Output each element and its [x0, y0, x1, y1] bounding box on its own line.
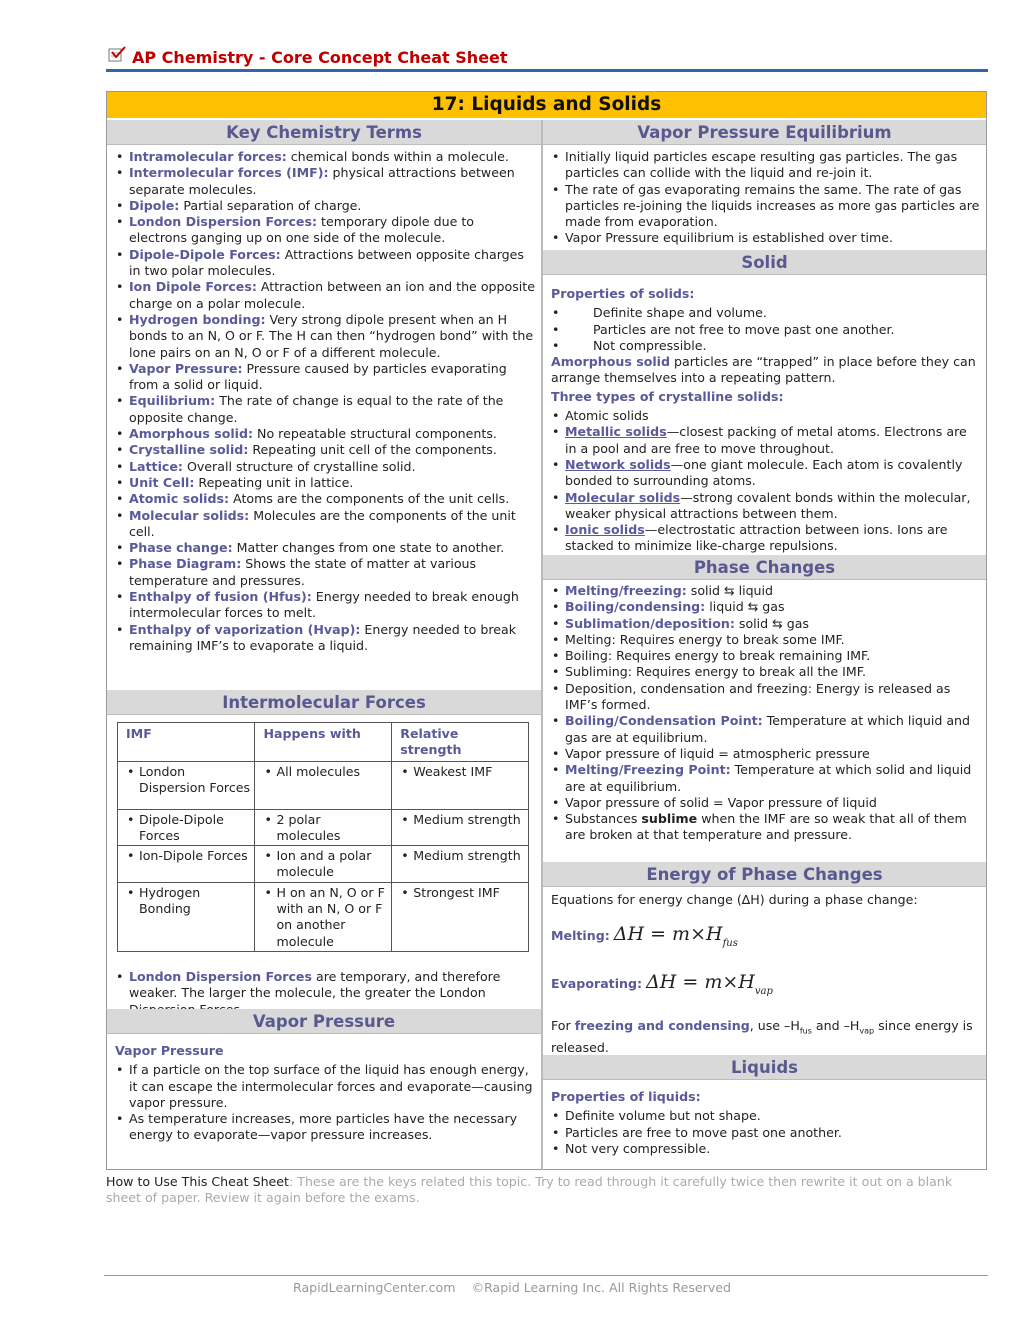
solid-prop-item: • Particles are not free to move past one another.: [551, 322, 980, 338]
key-term-item: • Ion Dipole Forces: Attraction between an ion and the opposite charge on a polar molecule.: [115, 279, 535, 312]
table-cell: [392, 809, 529, 846]
phase-changes-section: [543, 555, 986, 844]
solid-prop-item: • Definite shape and volume.: [551, 305, 980, 321]
crystal-type-item: • Molecular solids—strong covalent bonds within the molecular, weaker physical attractions between them.: [551, 490, 980, 523]
vpe-heading: Vapor Pressure Equilibrium: [543, 120, 986, 145]
key-term-item: • Dipole-Dipole Forces: Attractions between opposite charges in two polar molecules.: [115, 247, 535, 280]
key-term-item: • Hydrogen bonding: Very strong dipole present when an H bonds to an N, O or F. The H can then “hydrogen bond” with the lone pairs on an N, O or F of a different molecule.: [115, 312, 535, 361]
cell-bullet: • Medium strength: [400, 812, 524, 828]
table-row: [118, 846, 529, 883]
cell-bullet: • Strongest IMF: [400, 885, 524, 901]
energy-section: [543, 862, 986, 1056]
imf-column-header: Happens with: [255, 723, 392, 762]
key-term-item: • Crystalline solid: Repeating unit cell of the components.: [115, 442, 535, 458]
table-cell: [255, 882, 392, 951]
phase-change-item: • Melting/freezing: solid ⇆ liquid: [551, 583, 980, 599]
key-term-item: • Intramolecular forces: chemical bonds within a molecule.: [115, 149, 535, 165]
page-title: AP Chemistry - Core Concept Cheat Sheet: [132, 48, 508, 67]
solid-prop-item: • Not compressible.: [551, 338, 980, 354]
phase-change-item: • Melting/Freezing Point: Temperature at which solid and liquid are at equilibrium.: [551, 762, 980, 795]
phase-change-item: • Sublimation/deposition: solid ⇆ gas: [551, 616, 980, 632]
crystal-type-item: • Metallic solids—closest packing of metal atoms. Electrons are in a pool and are free to move throughout.: [551, 424, 980, 457]
table-cell: [392, 846, 529, 883]
crystal-type-item: • Network solids—one giant molecule. Each atom is covalently bonded to surrounding atoms.: [551, 457, 980, 490]
phase-changes-heading: Phase Changes: [543, 555, 986, 580]
vapor-pressure-section: [107, 1009, 541, 1144]
phase-change-item: • Deposition, condensation and freezing: Energy is released as IMF’s formed.: [551, 681, 980, 714]
imf-table: [117, 722, 529, 952]
cell-bullet: • H on an N, O or F with an N, O or F on another molecule: [263, 885, 387, 950]
table-cell: [118, 809, 255, 846]
solid-section: [543, 250, 986, 555]
amorphous-note: Amorphous solid particles are “trapped” in place before they can arrange themselves into a repeating pattern.: [551, 354, 976, 386]
liquids-heading: Liquids: [543, 1055, 986, 1080]
page-header: [106, 44, 986, 72]
key-term-item: • Enthalpy of vaporization (Hvap): Energy needed to break remaining IMF’s to evaporate a liquid.: [115, 622, 535, 655]
vapor-pressure-heading: Vapor Pressure: [107, 1009, 541, 1034]
key-term-item: • Dipole: Partial separation of charge.: [115, 198, 535, 214]
evaporating-equation-subscript: vap: [754, 986, 773, 998]
cell-bullet: • Ion-Dipole Forces: [126, 848, 250, 864]
cell-bullet: • 2 polar molecules: [263, 812, 387, 845]
solid-heading: Solid: [543, 250, 986, 275]
key-term-item: • Phase change: Matter changes from one state to another.: [115, 540, 535, 556]
key-term-item: • Vapor Pressure: Pressure caused by particles evaporating from a solid or liquid.: [115, 361, 535, 394]
cell-bullet: • All molecules: [263, 764, 387, 780]
phase-change-item: • Subliming: Requires energy to break all the IMF.: [551, 664, 980, 680]
liquid-prop-item: • Definite volume but not shape.: [551, 1108, 980, 1124]
table-cell: [255, 761, 392, 809]
melting-equation-row: Melting: $\Delta H = m\times H_{fus}$: [551, 923, 738, 950]
solid-props-title: Properties of solids:: [551, 286, 695, 301]
vpe-list: [551, 149, 980, 247]
imf-column-header: IMF: [118, 723, 255, 762]
phase-changes-list: [551, 583, 980, 811]
table-row: [118, 761, 529, 809]
table-cell: [118, 761, 255, 809]
vapor-pressure-list: [115, 1062, 535, 1143]
energy-note: For freezing and condensing, use $-H_{fus}$ and $-H_{vap}$ since energy is released.: [551, 1018, 973, 1056]
key-term-item: • Intermolecular forces (IMF): physical attractions between separate molecules.: [115, 165, 535, 198]
key-term-item: • Phase Diagram: Shows the state of matter at various temperature and pressures.: [115, 556, 535, 589]
phase-change-item: • Boiling/condensing: liquid ⇆ gas: [551, 599, 980, 615]
vapor-pressure-item: • As temperature increases, more particles have the necessary energy to evaporate—vapor pressure increases.: [115, 1111, 535, 1144]
cell-bullet: • Hydrogen Bonding: [126, 885, 250, 918]
crystal-type-item: • Atomic solids: [551, 408, 980, 424]
table-row: [118, 882, 529, 951]
key-terms-section: [107, 120, 541, 654]
table-cell: [118, 846, 255, 883]
liquid-prop-item: • Not very compressible.: [551, 1141, 980, 1157]
table-cell: [255, 809, 392, 846]
vapor-pressure-item: • If a particle on the top surface of the liquid has enough energy, it can escape the intermolecular forces and evaporate—causing vapor pressure.: [115, 1062, 535, 1111]
vpe-item: • The rate of gas evaporating remains the same. The rate of gas particles re-joining the liquids increases as more gas particles are made from evaporation.: [551, 182, 980, 231]
phase-change-item: • Melting: Requires energy to break some IMF.: [551, 632, 980, 648]
solid-props-list: [551, 305, 980, 354]
vpe-item: • Initially liquid particles escape resulting gas particles. The gas particles can collide with the liquid and re-join it.: [551, 149, 980, 182]
phase-change-item: • Boiling: Requires energy to break remaining IMF.: [551, 648, 980, 664]
footer-rule: [104, 1275, 988, 1276]
table-cell: [392, 882, 529, 951]
key-terms-heading: Key Chemistry Terms: [107, 120, 541, 145]
checklist-icon: [108, 46, 126, 62]
key-term-item: • Molecular solids: Molecules are the components of the unit cell.: [115, 508, 535, 541]
topic-banner: 17: Liquids and Solids: [107, 92, 986, 118]
cell-bullet: • Ion and a polar molecule: [263, 848, 387, 881]
copyright: RapidLearningCenter.com ©Rapid Learning Inc. All Rights Reserved: [292, 1280, 732, 1295]
evaporating-equation: ΔH = m×H: [646, 971, 755, 994]
key-term-item: • Amorphous solid: No repeatable structural components.: [115, 426, 535, 442]
cell-bullet: • Dipole-Dipole Forces: [126, 812, 250, 845]
cell-bullet: • Medium strength: [400, 848, 524, 864]
key-term-item: • Atomic solids: Atoms are the components of the unit cells.: [115, 491, 535, 507]
header-rule: [106, 69, 988, 72]
phase-changes-sublime: • Substances sublime when the IMF are so weak that all of them are broken at that temperature and pressure.: [551, 811, 980, 844]
energy-heading: Energy of Phase Changes: [543, 862, 986, 887]
vpe-section: [543, 120, 986, 247]
key-term-item: • Unit Cell: Repeating unit in lattice.: [115, 475, 535, 491]
key-terms-list: [115, 149, 535, 654]
how-to-use: How to Use This Cheat Sheet: These are the keys related this topic. Try to read through it carefully twice then rewrite it out on a blank sheet of paper. Review it again before the exams.: [106, 1174, 953, 1206]
key-term-item: • Lattice: Overall structure of crystalline solid.: [115, 459, 535, 475]
liquids-props-title: Properties of liquids:: [551, 1089, 701, 1104]
table-row: [118, 809, 529, 846]
liquids-section: [543, 1055, 986, 1157]
cell-bullet: • Weakest IMF: [400, 764, 524, 780]
phase-change-item: • Boiling/Condensation Point: Temperature at which liquid and gas are at equilibrium.: [551, 713, 980, 746]
crystal-types-list: [551, 408, 980, 555]
energy-intro: Equations for energy change (∆H) during a phase change:: [551, 892, 918, 907]
vapor-pressure-subheading: Vapor Pressure: [115, 1043, 224, 1058]
imf-section: [107, 690, 541, 1018]
phase-change-item: • Vapor pressure of liquid = atmospheric pressure: [551, 746, 980, 762]
table-cell: [118, 882, 255, 951]
cell-bullet: • London Dispersion Forces: [126, 764, 250, 797]
imf-note: • London Dispersion Forces are temporary, and therefore weaker. The larger the molecule, the greater the London: [115, 969, 535, 1018]
phase-change-item: • Vapor pressure of solid = Vapor pressure of liquid: [551, 795, 980, 811]
liquids-list: [551, 1108, 980, 1157]
imf-heading: Intermolecular Forces: [107, 690, 541, 715]
table-cell: [392, 761, 529, 809]
imf-column-header: Relative strength: [392, 723, 529, 762]
melting-equation: ΔH = m×H: [613, 923, 723, 946]
key-term-item: • Equilibrium: The rate of change is equal to the rate of the opposite change.: [115, 393, 535, 426]
evaporating-equation-row: Evaporating: $\Delta H = m\times H_{vap}$: [551, 971, 773, 998]
crystal-type-item: • Ionic solids—electrostatic attraction between ions. Ions are stacked to minimize like-charge repulsions.: [551, 522, 980, 555]
liquid-prop-item: • Particles are free to move past one another.: [551, 1125, 980, 1141]
vpe-item: • Vapor Pressure equilibrium is established over time.: [551, 230, 980, 246]
key-term-item: • London Dispersion Forces: temporary dipole due to electrons ganging up on one side of the molecule.: [115, 214, 535, 247]
melting-equation-subscript: fus: [722, 938, 738, 950]
crystal-types-title: Three types of crystalline solids:: [551, 388, 784, 404]
table-cell: [255, 846, 392, 883]
key-term-item: • Enthalpy of fusion (Hfus): Energy needed to break enough intermolecular forces to melt.: [115, 589, 535, 622]
